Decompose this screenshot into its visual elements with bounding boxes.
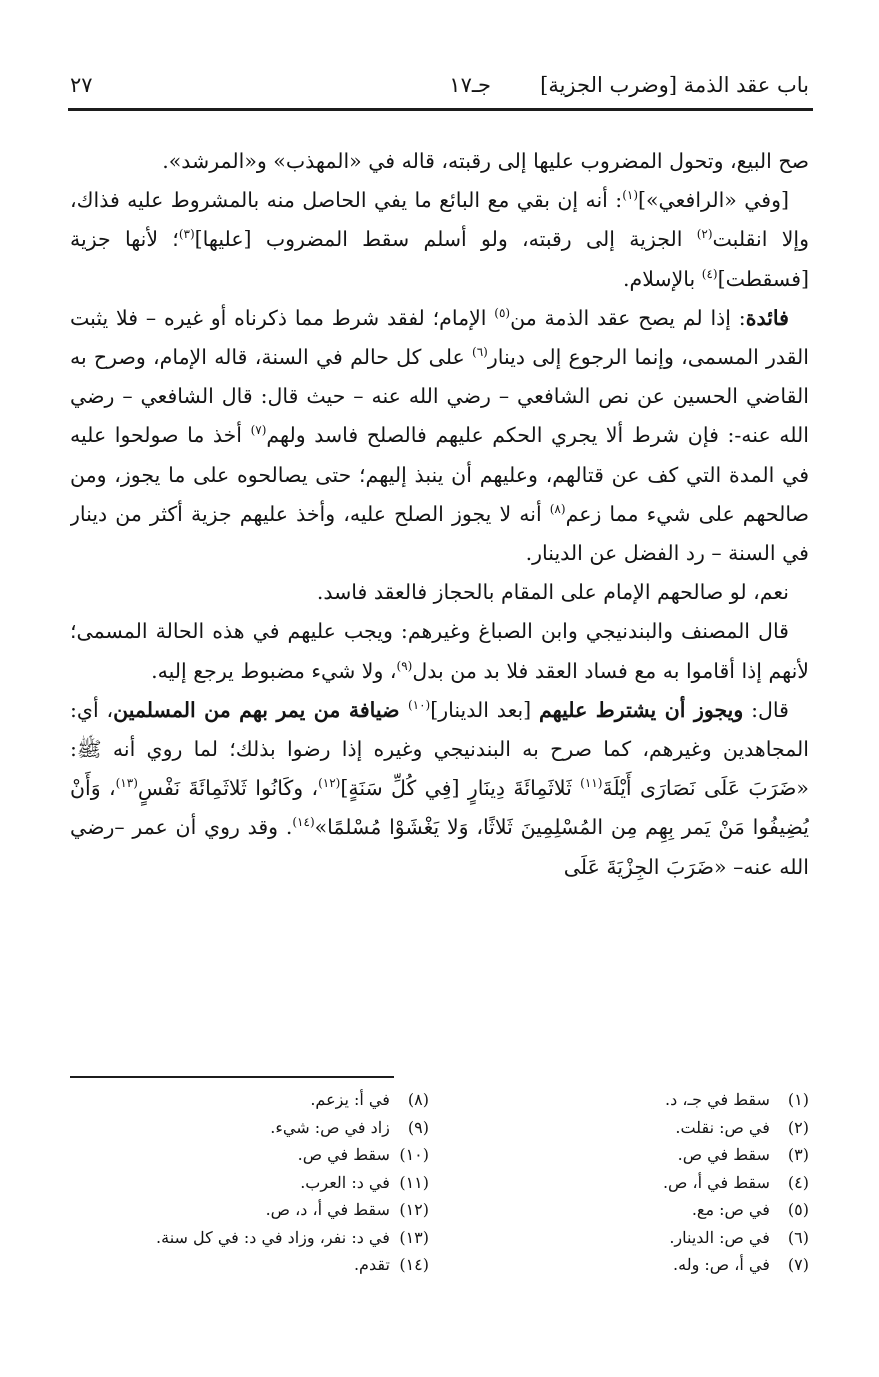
- footnote-ref: (٣): [178, 227, 195, 242]
- footnote-rule: [70, 1076, 394, 1078]
- footnote-ref: (١٤): [292, 815, 315, 830]
- text-run: : أنه إن بقي مع البائع ما يفي الحاصل منه بالمشروط عليه فذاك، وإلا انقلبت: [70, 188, 809, 252]
- footnote-text: تقدم.: [353, 1255, 390, 1274]
- footnote-number: (٧): [787, 1255, 809, 1274]
- footnote-number: (٩): [407, 1117, 429, 1137]
- footnote-ref: (٨): [549, 502, 566, 516]
- text-run: نعم، لو صالحهم الإمام على المقام بالحجاز فالعقد فاسد.: [316, 580, 789, 605]
- footnote-number: (٢): [787, 1117, 809, 1137]
- page-number: ٢٧: [70, 73, 93, 97]
- text-run: ، وكَانُوا ثَلاثَمِائَةَ نَفْسٍ: [137, 776, 319, 801]
- text-run: أنه لا يجوز الصلح عليه، وأخذ عليهم جزية أكثر من دينار في السنة – رد الفضل عن الدينار.: [70, 501, 809, 566]
- paragraph: [70, 573, 809, 612]
- footnote-text: زاد في ص: شيء.: [270, 1117, 390, 1137]
- paragraph: [70, 612, 809, 690]
- footnote-text: سقط في ص.: [677, 1145, 770, 1164]
- paragraph: [70, 142, 809, 181]
- bold-text: فائدة: [745, 305, 789, 330]
- footnote-item: [449, 1224, 809, 1252]
- footnote-number: (١): [787, 1090, 809, 1109]
- footnote-item: [449, 1196, 809, 1224]
- footnote-item: [449, 1141, 809, 1169]
- footnote-ref: (١٠): [407, 698, 431, 713]
- footnote-ref: (٦): [472, 345, 488, 360]
- footnotes-column-right: [449, 1086, 809, 1279]
- footnote-number: (٥): [787, 1200, 809, 1219]
- footnote-item: [69, 1086, 429, 1114]
- footnote-number: (٣): [787, 1145, 809, 1164]
- footnote-ref: (٢): [696, 227, 713, 242]
- text-run: [بعد الدينار]: [430, 697, 540, 722]
- text-run: ، وَأَنْ يُضِيفُوا مَنْ يَمر بِهِم مِن المُسْلِمِينَ ثَلاثًا، وَلا يَغْشَوْا مُسْلمًا»: [70, 776, 809, 840]
- footnote-item: [69, 1141, 429, 1169]
- bold-text: ويجوز أن يشترط عليهم: [539, 697, 744, 722]
- footnote-item: [449, 1086, 809, 1114]
- text-run: [وفي «الرافعي»]: [638, 188, 789, 213]
- text-run: بالإسلام.: [622, 266, 702, 291]
- text-run: الإمام؛ لفقد شرط مما ذكرناه أو غيره – فلا يثبت القدر المسمى، وإنما الرجوع إلى دينار: [70, 305, 809, 370]
- text-run: صح البيع، وتحول المضروب عليها إلى رقبته، قاله في «المهذب» و«المرشد».: [162, 149, 809, 173]
- footnote-ref: (١١): [580, 776, 603, 791]
- page-header: [70, 66, 809, 104]
- footnote-text: في د: العرب.: [300, 1172, 390, 1192]
- footnote-number: (١٤): [399, 1255, 429, 1274]
- footnote-text: سقط في أ، ص.: [662, 1172, 770, 1192]
- footnote-text: في د: نفر، وزاد في د: في كل سنة.: [156, 1227, 390, 1247]
- footnote-ref: (١): [622, 188, 639, 203]
- footnote-ref: (٩): [396, 658, 413, 673]
- footnote-item: [449, 1251, 809, 1279]
- footnote-item: [449, 1114, 809, 1142]
- text-run: : إذا لم يصح عقد الذمة من: [510, 305, 746, 330]
- header-rule: [68, 108, 813, 111]
- footnote-number: (٤): [787, 1172, 809, 1192]
- footnote-number: (١٢): [399, 1200, 429, 1219]
- volume-label: جـ١٧: [449, 73, 491, 97]
- text-run: . وقد روي أن عمر –رضي الله عنه– «ضَرَبَ الجِزْيَةَ عَلَى: [70, 815, 809, 879]
- footnote-item: [69, 1169, 429, 1197]
- bold-text: ضيافة من يمر بهم من المسلمين: [113, 697, 408, 722]
- footnotes-column-left: [69, 1086, 429, 1279]
- text-run: على كل حالم في السنة، قاله الإمام، وصرح به القاضي الحسين عن نص الشافعي – رضي الله عنه – حيث قال: قال الشافعي – رضي الله عنه-: فإن شرط ألا يجري الحكم عليهم فالصلح فاسد ولهم: [70, 345, 809, 448]
- footnote-text: في أ، ص: وله.: [673, 1255, 770, 1274]
- footnote-ref: (١٢): [318, 776, 341, 791]
- footnote-number: (١٣): [399, 1227, 429, 1247]
- text-run: ؛ لأنها جزية [فسقطت]: [70, 227, 809, 291]
- text-run: قال:: [743, 697, 789, 722]
- footnote-text: سقط في ص.: [297, 1145, 390, 1164]
- running-title: باب عقد الذمة [وضرب الجزية]: [540, 73, 809, 97]
- text-run: الجزية إلى رقبته، ولو أسلم سقط المضروب [عليها]: [194, 227, 697, 252]
- paragraph: [70, 691, 809, 887]
- footnote-ref: (٤): [701, 266, 718, 281]
- footnotes: [70, 1086, 809, 1326]
- text-run: أخذ ما صولحوا عليه في المدة التي كف عن قتالهم، وعليهم أن ينبذ إليهم؛ حتى يصالحوه على ما يجوز، ومن صالحهم على شيء مما زعم: [70, 423, 809, 526]
- footnote-ref: (٥): [494, 305, 511, 320]
- footnote-text: في ص: الدينار.: [669, 1227, 770, 1247]
- footnote-text: سقط في أ، د، ص.: [265, 1200, 390, 1219]
- text-run: ، أي: المجاهدين وغيرهم، كما صرح به البندنيجي وغيره إذا رضوا بذلك؛ لما روي أنه ﷺ: «ضَرَبَ عَلَى نَصَارَى أَيْلَةَ: [70, 697, 809, 801]
- footnote-text: في ص: مع.: [691, 1200, 770, 1219]
- footnote-item: [449, 1169, 809, 1197]
- footnote-ref: (٧): [250, 423, 267, 438]
- footnote-number: (١٠): [399, 1145, 429, 1164]
- footnote-text: سقط في جـ، د.: [665, 1090, 770, 1109]
- main-text: [70, 142, 809, 1062]
- footnote-item: [69, 1196, 429, 1224]
- footnote-item: [69, 1114, 429, 1142]
- text-run: ثَلاثَمِائَةَ دِينَارٍ [فِي كُلِّ سَنَةٍ]: [340, 776, 581, 801]
- footnote-number: (٨): [407, 1090, 429, 1109]
- text-run: قال المصنف والبندنيجي وابن الصباغ وغيرهم: ويجب عليهم في هذه الحالة المسمى؛ لأنهم إذا أقاموا به مع فساد العقد فلا بد من بدل: [70, 619, 809, 683]
- footnote-text: في أ: يزعم.: [310, 1090, 390, 1109]
- footnote-ref: (١٣): [115, 776, 138, 791]
- footnote-number: (١١): [399, 1172, 429, 1192]
- footnote-text: في ص: نقلت.: [675, 1117, 770, 1137]
- footnote-number: (٦): [787, 1227, 809, 1247]
- paragraph: [70, 181, 809, 299]
- footnote-item: [69, 1251, 429, 1279]
- paragraph: [70, 299, 809, 573]
- text-run: ، ولا شيء مضبوط يرجع إليه.: [151, 658, 397, 683]
- footnote-item: [69, 1224, 429, 1252]
